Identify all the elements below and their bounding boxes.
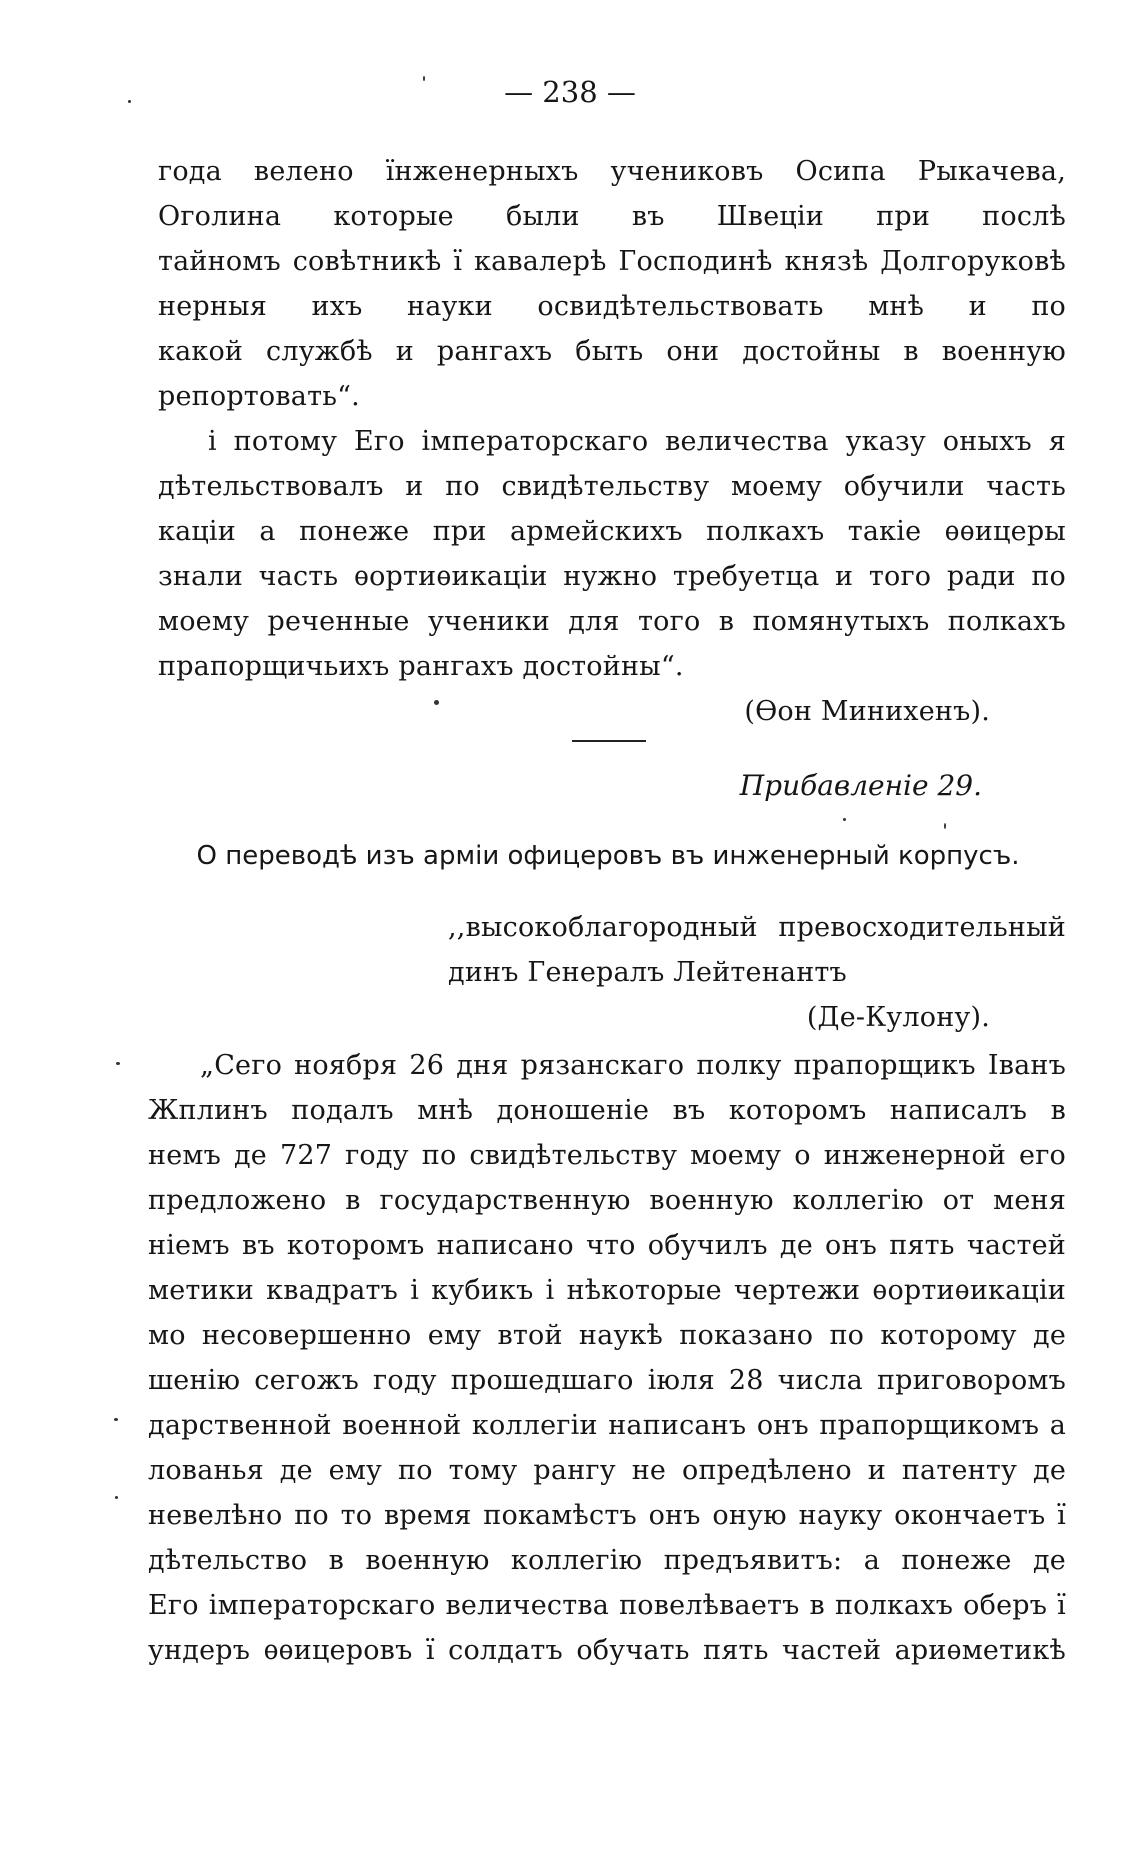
- scan-speck: [128, 100, 131, 103]
- scan-speck: [423, 76, 425, 81]
- text-line: кацiи а понеже при армейскихъ полкахъ такiе ѳѳицеры: [158, 516, 1066, 547]
- text-line: шенiю сегожъ году прошедшаго iюля 28 числа приговоромъ: [148, 1365, 1066, 1396]
- text-line: года велено їнженерныхъ учениковъ Осипа Рыкачева,: [158, 156, 1066, 187]
- text-line: знали часть ѳортиѳикацiи нужно требуетца и того ради по: [158, 561, 1066, 592]
- text-line: невелѣно по то время покамѣстъ онъ оную науку окончаетъ ї: [148, 1500, 1066, 1531]
- signature-von-minich: (Ѳон Минихенъ).: [744, 696, 990, 727]
- text-line: немъ де 727 году по свидѣтельству моему о инженерной его: [148, 1140, 1066, 1171]
- text-line: предложено в государственную военную коллегiю от меня: [148, 1185, 1066, 1216]
- text-line: дарственной военной коллегiи написанъ онъ прапорщикомъ а: [148, 1410, 1066, 1441]
- scan-speck: [114, 1418, 118, 1421]
- text-line: репортовать“.: [158, 381, 360, 412]
- text-line: Жплинъ подалъ мнѣ доношенiе въ которомъ написалъ в: [148, 1095, 1066, 1126]
- text-line: нiемъ въ которомъ написано что обучилъ де онъ пять частей: [148, 1230, 1066, 1261]
- page-number: — 238 —: [504, 75, 636, 109]
- text-line: тайномъ совѣтникѣ ї кавалерѣ Господинѣ князѣ Долгоруковѣ: [158, 246, 1066, 277]
- appendix-subject: О переводѣ изъ армiи офицеровъ въ инженерный корпусъ.: [196, 841, 1020, 871]
- address-recipient: (Де-Кулону).: [806, 1002, 990, 1033]
- scan-speck: [843, 818, 846, 821]
- text-line: прапорщичьихъ рангахъ достойны“.: [158, 651, 684, 682]
- text-line: лованья де ему по тому рангу не опредѣлено и патенту де: [148, 1455, 1066, 1486]
- scan-speck: [944, 823, 946, 829]
- scan-speck: [116, 1062, 120, 1065]
- text-line: нерныя ихъ науки освидѣтельствовать мнѣ и по: [158, 291, 1066, 322]
- text-line: мо несовершенно ему втой наукѣ показано по которому де: [148, 1320, 1066, 1351]
- text-line: дѣтельство в военную коллегiю предъявитъ: а понеже де: [148, 1545, 1066, 1576]
- text-line: ундеръ ѳѳицеровъ ї солдатъ обучать пять частей ариѳметикѣ: [148, 1635, 1066, 1666]
- address-line: ,,высокоблагородный превосходительный: [448, 912, 1066, 943]
- scan-speck: [434, 700, 439, 705]
- address-line: динъ Генералъ Лейтенантъ: [448, 957, 847, 988]
- scan-speck: [115, 1496, 118, 1499]
- text-line: метики квадратъ і кубикъ і нѣкоторые чертежи ѳортиѳикацiи: [148, 1275, 1066, 1306]
- text-line: Оголина которые были въ Швецiи при послѣ: [158, 201, 1066, 232]
- text-line: і потому Его імператорскаго величества указу оныхъ я: [208, 426, 1066, 457]
- text-line: моему реченные ученики для того в помянутыхъ полкахъ: [158, 606, 1066, 637]
- appendix-title: Прибавленiе 29.: [739, 769, 982, 802]
- text-line: дѣтельствовалъ и по свидѣтельству моему обучили часть: [158, 471, 1066, 502]
- section-divider: [572, 740, 646, 742]
- text-line: Его імператорскаго величества повелѣваетъ в полкахъ оберъ ї: [148, 1590, 1066, 1621]
- text-line: какой службѣ и рангахъ быть они достойны в военную: [158, 336, 1066, 367]
- text-line: „Сего ноября 26 дня рязанскаго полку прапорщикъ Іванъ: [200, 1050, 1066, 1081]
